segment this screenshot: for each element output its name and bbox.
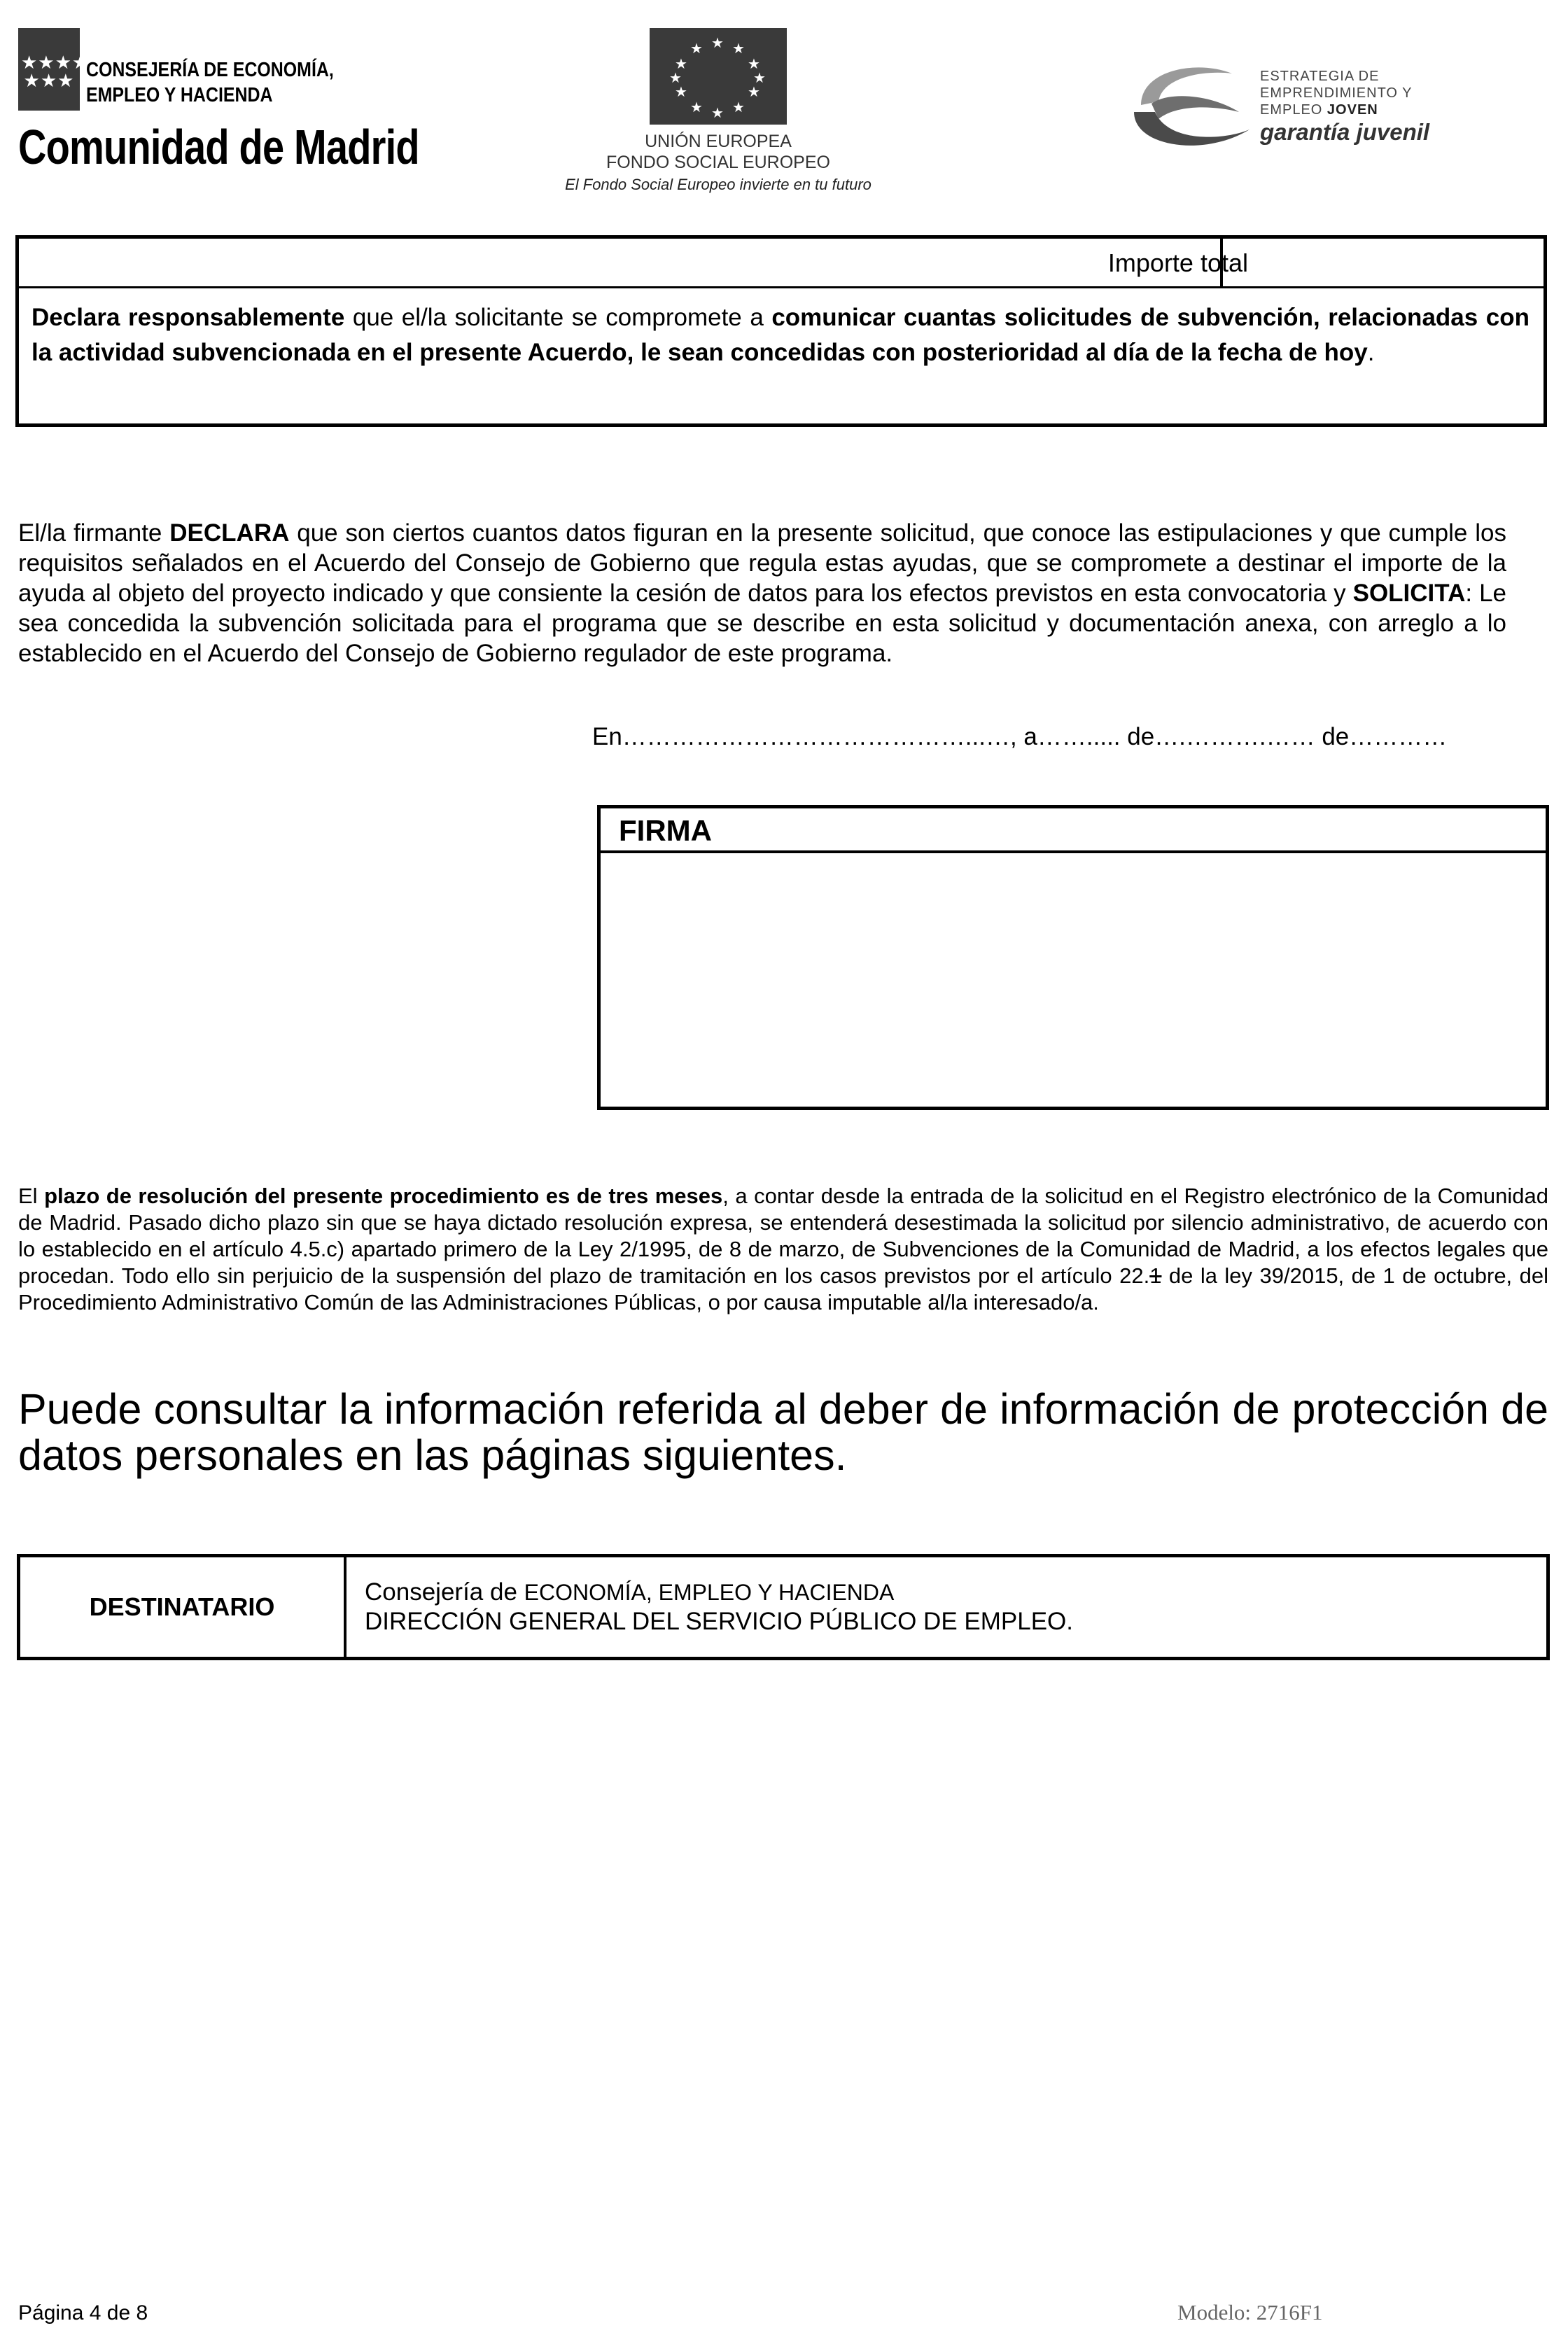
data-protection-notice: Puede consultar la información referida al deber de información de protección de datos personales en las páginas siguientes. bbox=[18, 1385, 1548, 1479]
firma-label: FIRMA bbox=[619, 814, 712, 847]
eu-logo bbox=[539, 27, 889, 202]
madrid-flag-icon: ★★★★ ★★★ bbox=[18, 28, 80, 111]
destinatario-label: DESTINATARIO bbox=[89, 1592, 275, 1621]
destinatario-label-cell bbox=[20, 1557, 346, 1657]
destinatario-table bbox=[17, 1554, 1550, 1660]
estrategia-line3: EMPLEO JOVEN bbox=[1260, 102, 1378, 118]
declaration-box bbox=[15, 235, 1547, 427]
importe-total-field[interactable] bbox=[1220, 239, 1544, 286]
consejeria-line1: CONSEJERÍA DE ECONOMÍA, bbox=[86, 59, 334, 81]
importe-total-label: Importe total bbox=[1107, 248, 1248, 277]
eu-flag-icon: ★ ★ ★ ★ ★ ★ ★ ★ ★ ★ ★ ★ bbox=[650, 28, 787, 125]
destinatario-consejeria: Consejería de ECONOMÍA, EMPLEO Y HACIENDA bbox=[365, 1578, 895, 1606]
importe-total-row bbox=[19, 239, 1544, 288]
signature-header bbox=[601, 808, 1546, 853]
eu-union-label: UNIÓN EUROPEA bbox=[645, 132, 792, 151]
eu-tagline: El Fondo Social Europeo invierte en tu futuro bbox=[565, 176, 872, 193]
plazo-paragraph: El plazo de resolución del presente procedimiento es de tres meses, a contar desde la entrada de la solicitud en el Registro electrónico de la Comunidad de Madrid. Pasado dicho plazo sin que se haya dictado resolución expresa, se entenderá desestimada la solicitud por silencio administrativo, de acuerdo con lo establecido en el artículo 4.5.c) apartado primero de la Ley 2/1995, de 8 de marzo, de Subvenciones de la Comunidad de Madrid, a los efectos legales que procedan. Todo ello sin perjuicio de la suspensión del plazo de tramitación en los casos previstos por el artículo 22.1 de la ley 39/2015, de 1 de octubre, del Procedimiento Administrativo Común de las Administraciones Públicas, o por causa imputable al/la interesado/a. bbox=[18, 1184, 1548, 1314]
declara-paragraph: El/la firmante DECLARA que son ciertos cuantos datos figuran en la presente solicitud, que conoce las estipulaciones y que cumple los requisitos señalados en el Acuerdo del Consejo de Gobierno que regula estas ayudas, que se compromete a destinar el importe de la ayuda al objeto del proyecto indicado y que consiente la cesión de datos para los efectos previstos en esta convocatoria y SOLICITA: Le sea concedida la subvención solicitada para el programa que se describe en esta solicitud y documentación anexa, con arreglo a lo establecido en el Acuerdo del Consejo de Gobierno regulador de este programa. bbox=[18, 519, 1506, 667]
estrategia-line1: ESTRATEGIA DE bbox=[1260, 69, 1380, 84]
garantia-juvenil-logo bbox=[1120, 56, 1435, 168]
declaration-text: Declara responsablemente que el/la solicitante se compromete a comunicar cuantas solicitudes de subvención, relacionadas con la actividad subvencionada en el presente Acuerdo, le sean concedidas con posterioridad al día de la fecha de hoy. bbox=[31, 304, 1530, 366]
eu-fondo-label: FONDO SOCIAL EUROPEO bbox=[606, 153, 830, 172]
destinatario-direccion: DIRECCIÓN GENERAL DEL SERVICIO PÚBLICO DE EMPLEO. bbox=[365, 1608, 1074, 1635]
consejeria-line2: EMPLEO Y HACIENDA bbox=[86, 84, 273, 106]
place-date-line[interactable]: En……………………………………...…, a……..... de….……….…… de………… bbox=[592, 723, 1448, 750]
modelo-code: Modelo: 2716F1 bbox=[1177, 2300, 1323, 2325]
page-number: Página 4 de 8 bbox=[18, 2301, 148, 2325]
comunidad-madrid-name: Comunidad de Madrid bbox=[18, 120, 419, 174]
comunidad-madrid-logo bbox=[18, 28, 419, 174]
estrategia-line2: EMPRENDIMIENTO Y bbox=[1260, 85, 1413, 101]
swirl-logo-icon bbox=[1120, 56, 1253, 161]
signature-box[interactable] bbox=[597, 805, 1549, 1110]
garantia-juvenil-label: garantía juvenil bbox=[1260, 119, 1430, 145]
